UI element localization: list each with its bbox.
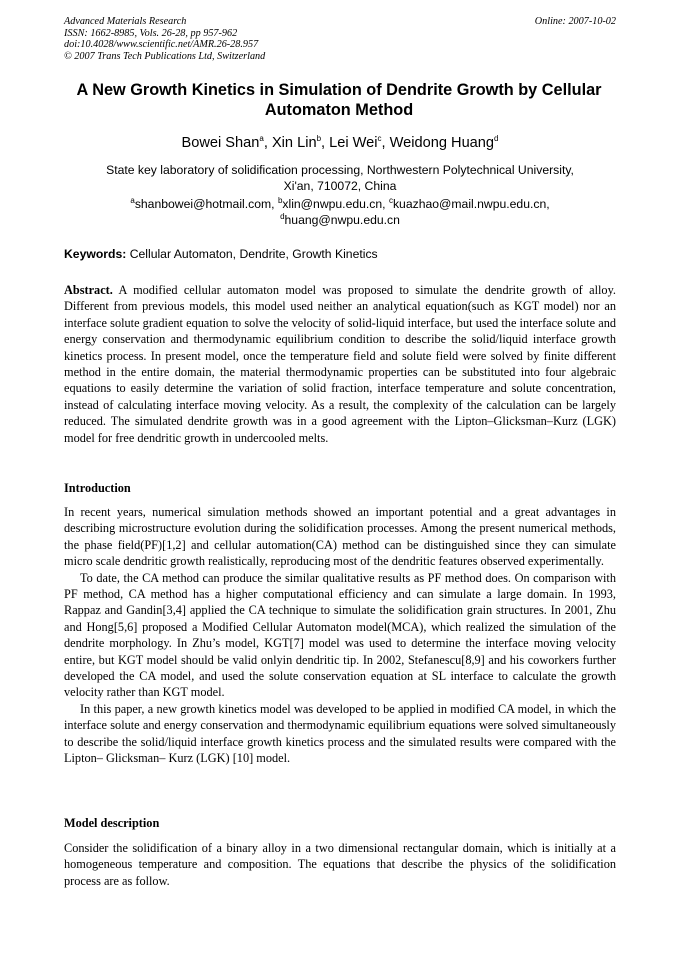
email-mark: b [277,195,283,205]
journal-header [64,16,616,62]
section-heading-introduction: Introduction [64,481,131,495]
email-mark: d [280,211,285,221]
affiliation-line: Xi'an, 710072, China [283,179,397,193]
author-name: Lei Wei [329,135,378,151]
email-link[interactable]: xlin@nwpu.edu.cn [282,197,383,211]
abstract-text: A modified cellular automaton model was proposed to simulate the dendrite growth of alloy. Different from previous models, this model used neither an analytical equation(such as KGT model) nor an interface solute gradient equation to solve the velocity of solid-liquid interface, but used the interface solute and energy conservation and thermodynamic equilibrium condition to describe the solid/liquid interface growth kinetics process. In present model, once the temperature field and solute field were solved by finite different method in the entire domain, the material thermodynamic properties can be substituted into four algebraic equations to easily determine the variation of solid fraction, interface temperature and solute concentration, instead of calculating interface moving velocity. As a result, the complexity of the calculation can be largely reduced. The simulated dendrite growth was in a good agreement with the Lipton–Glicksman–Kurz (LGK) model for free dendritic growth in undercooled melts. [64,283,616,445]
paragraph: Consider the solidification of a binary alloy in a two dimensional rectangular domain, which is initially at a homogeneous temperature and composition. The equations that describe the physics of the solidification process are as follow. [64,841,616,888]
author-list: Bowei Shan$^a$, Xin Lin$^b$, Lei Wei$^c$, Weidong Huang$^d$ [181,134,499,151]
abstract-label: Abstract. [64,283,113,297]
affiliation-line: State key laboratory of solidification processing, Northwestern Polytechnical University, [106,163,574,177]
email-mark: a [130,195,135,205]
online-date: Online: 2007-10-02 [534,16,616,27]
author-mark: a [259,134,264,144]
issn-line: ISSN: 1662-8985, Vols. 26-28, pp 957-962 [64,27,238,39]
keywords [64,246,616,262]
introduction-body [64,504,616,767]
model-description-body [64,840,616,889]
author-emails: $^a$shanbowei@hotmail.com, $^b$xlin@nwpu.edu.cn, $^c$kuazhao@mail.nwpu.edu.cn, $^d$huang@nwpu.edu.cn [130,195,550,227]
abstract [64,282,616,446]
paragraph: To date, the CA method can produce the similar qualitative results as PF method does. On comparison with PF method, CA method has a higher computational efficiency and can simulate a large domain. In 1993, Rappaz and Gandin[3,4] applied the CA technique to simulate the solidification grain structures. In 2001, Zhu and Hong[5,6] proposed a Modified Cellular Automaton model(MCA), which realized the simulation of the dendrite morphology. In Zhu’s model, KGT[7] model was used to determine the interface moving velocity entire, but KGT model should be valid onlyin dendritic tip. In 2002, Stefanescu[8,9] and his coworkers further developed the CA model, and used the solute conservation equation at SL interface to calculate the growth velocity rather than KGT model. [64,570,616,700]
email-mark: c [388,195,393,205]
journal-name: Advanced Materials Research [64,16,187,27]
author-mark: c [377,134,382,144]
author-name: Bowei Shan [181,135,260,151]
email-link[interactable]: shanbowei@hotmail.com [134,197,272,211]
keywords-label: Keywords: [64,247,127,261]
copyright-line: © 2007 Trans Tech Publications Ltd, Switzerland [64,50,266,62]
paragraph: In recent years, numerical simulation methods showed an important potential and a great advantages in describing microstructure evolution during the solidification processes. Among the present numerical methods, the phase field(PF)[1,2] and cellular automation(CA) method can be distinguished since they can simulate micro scale dendritic growth realistically, reproducing most of the dendritic features observed experimentally. [64,505,616,569]
doi-line: doi:10.4028/www.scientific.net/AMR.26-28.957 [64,39,259,50]
section-heading-model-description: Model description [64,816,160,830]
author-mark: b [316,134,322,144]
author-name: Xin Lin [271,135,317,151]
email-link[interactable]: huang@nwpu.edu.cn [284,213,400,227]
author-mark: d [494,134,499,144]
paper-title: A New Growth Kinetics in Simulation of Dendrite Growth by Cellular Automaton Method [76,81,602,119]
email-link[interactable]: kuazhao@mail.nwpu.edu.cn [392,197,547,211]
affiliation [64,162,616,194]
paragraph: In this paper, a new growth kinetics model was developed to be applied in modified CA model, in which the interface solute and energy conservation and thermodynamic equilibrium equations were solved simultaneously to describe the solid/liquid interface growth kinetics process and the simulated results were compared with the Lipton– Glicksman– Kurz (LGK) [10] model. [64,701,616,766]
author-name: Weidong Huang [389,135,495,151]
keywords-text: Cellular Automaton, Dendrite, Growth Kinetics [129,247,378,261]
